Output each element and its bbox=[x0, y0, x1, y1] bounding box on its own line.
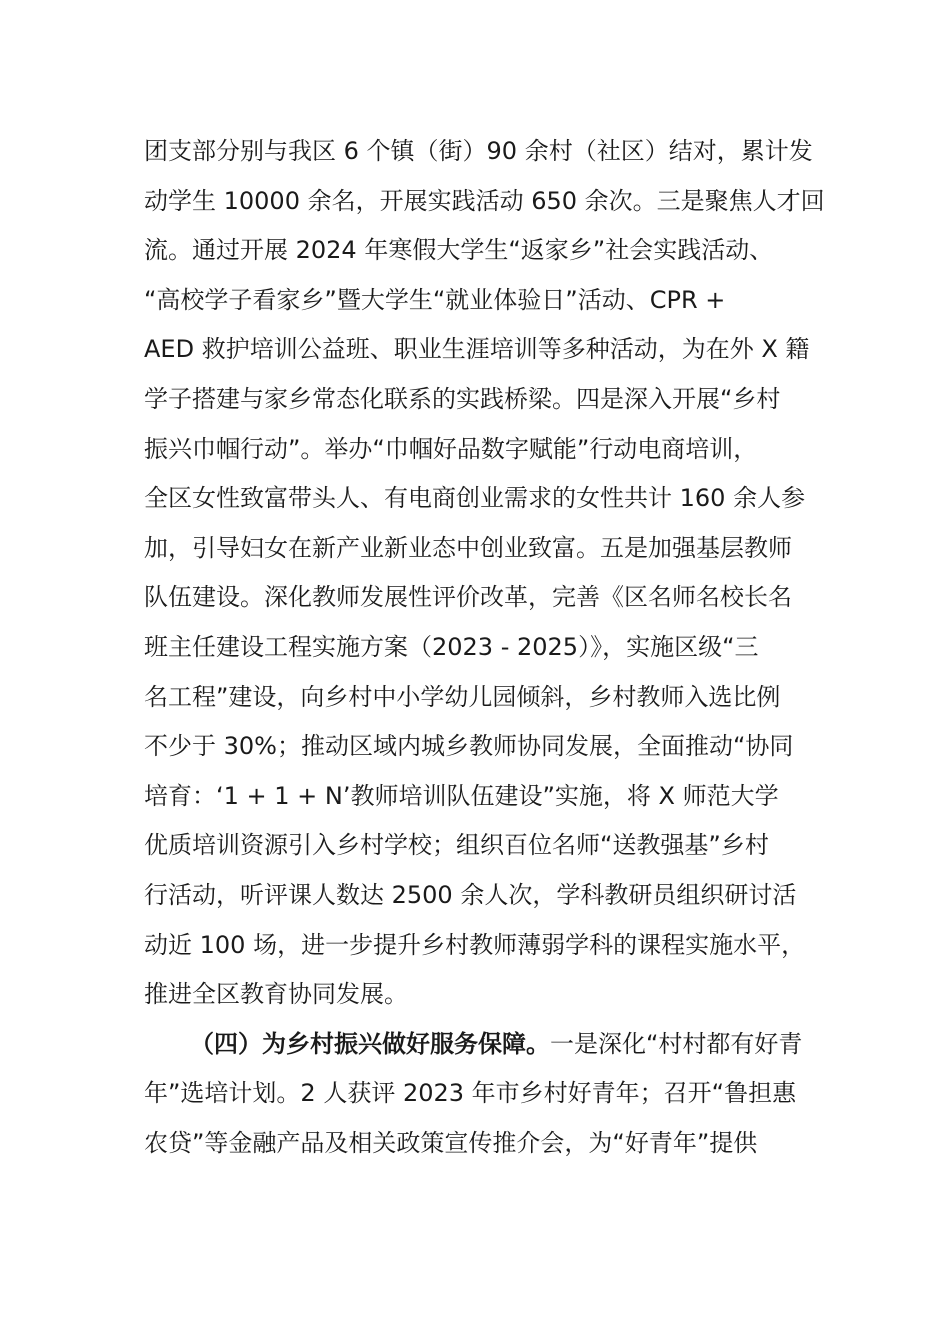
text-line: 动学生 10000 余名，开展实践活动 650 余次。三是聚焦人才回 bbox=[144, 186, 825, 215]
text-line: 推进全区教育协同发展。 bbox=[144, 980, 408, 1009]
text-line: 不少于 30%；推动区域内城乡教师协同发展，全面推动“协同 bbox=[144, 732, 794, 761]
text-line: 加，引导妇女在新产业新业态中创业致富。五是加强基层教师 bbox=[144, 533, 792, 562]
text-line: 学子搭建与家乡常态化联系的实践桥梁。四是深入开展“乡村 bbox=[144, 384, 781, 413]
text-line: 班主任建设工程实施方案（2023 - 2025）》，实施区级“三 bbox=[144, 632, 759, 661]
section-first-line bbox=[144, 1020, 814, 1070]
text-line: 振兴巾帼行动”。举办“巾帼好品数字赋能”行动电商培训， bbox=[144, 434, 758, 463]
text-line: 全区女性致富带头人、有电商创业需求的女性共计 160 余人参 bbox=[144, 484, 806, 513]
text-line: 优质培训资源引入乡村学校；组织百位名师“送教强基”乡村 bbox=[144, 831, 769, 860]
text-line: 年”选培计划。2 人获评 2023 年市乡村好青年；召开“鲁担惠 bbox=[144, 1079, 797, 1108]
text-line: 名工程”建设，向乡村中小学幼儿园倾斜，乡村教师入选比例 bbox=[144, 682, 781, 711]
body-text bbox=[144, 127, 825, 1168]
text-line: 队伍建设。深化教师发展性评价改革，完善《区名师名校长名 bbox=[144, 583, 792, 612]
text-line: 动近 100 场，进一步提升乡村教师薄弱学科的课程实施水平， bbox=[144, 930, 806, 959]
text-line: 培育：‘1 + 1 + N’教师培训队伍建设”实施，将 X 师范大学 bbox=[144, 781, 779, 810]
section-first-line-text: 一是深化“村村都有好青 bbox=[550, 1029, 803, 1058]
text-line: 流。通过开展 2024 年寒假大学生“返家乡”社会实践活动、 bbox=[144, 236, 774, 265]
text-line: “高校学子看家乡”暨大学生“就业体验日”活动、CPR + bbox=[144, 285, 726, 314]
text-line: 行活动，听评课人数达 2500 余人次，学科教研员组织研讨活 bbox=[144, 880, 797, 909]
text-line: 团支部分别与我区 6 个镇（街）90 余村（社区）结对，累计发 bbox=[144, 137, 813, 165]
text-line: 农贷”等金融产品及相关政策宣传推介会，为“好青年”提供 bbox=[144, 1128, 758, 1157]
section-heading: （四）为乡村振兴做好服务保障。 bbox=[190, 1029, 550, 1058]
text-line: AED 救护培训公益班、职业生涯培训等多种活动，为在外 X 籍 bbox=[144, 335, 810, 364]
